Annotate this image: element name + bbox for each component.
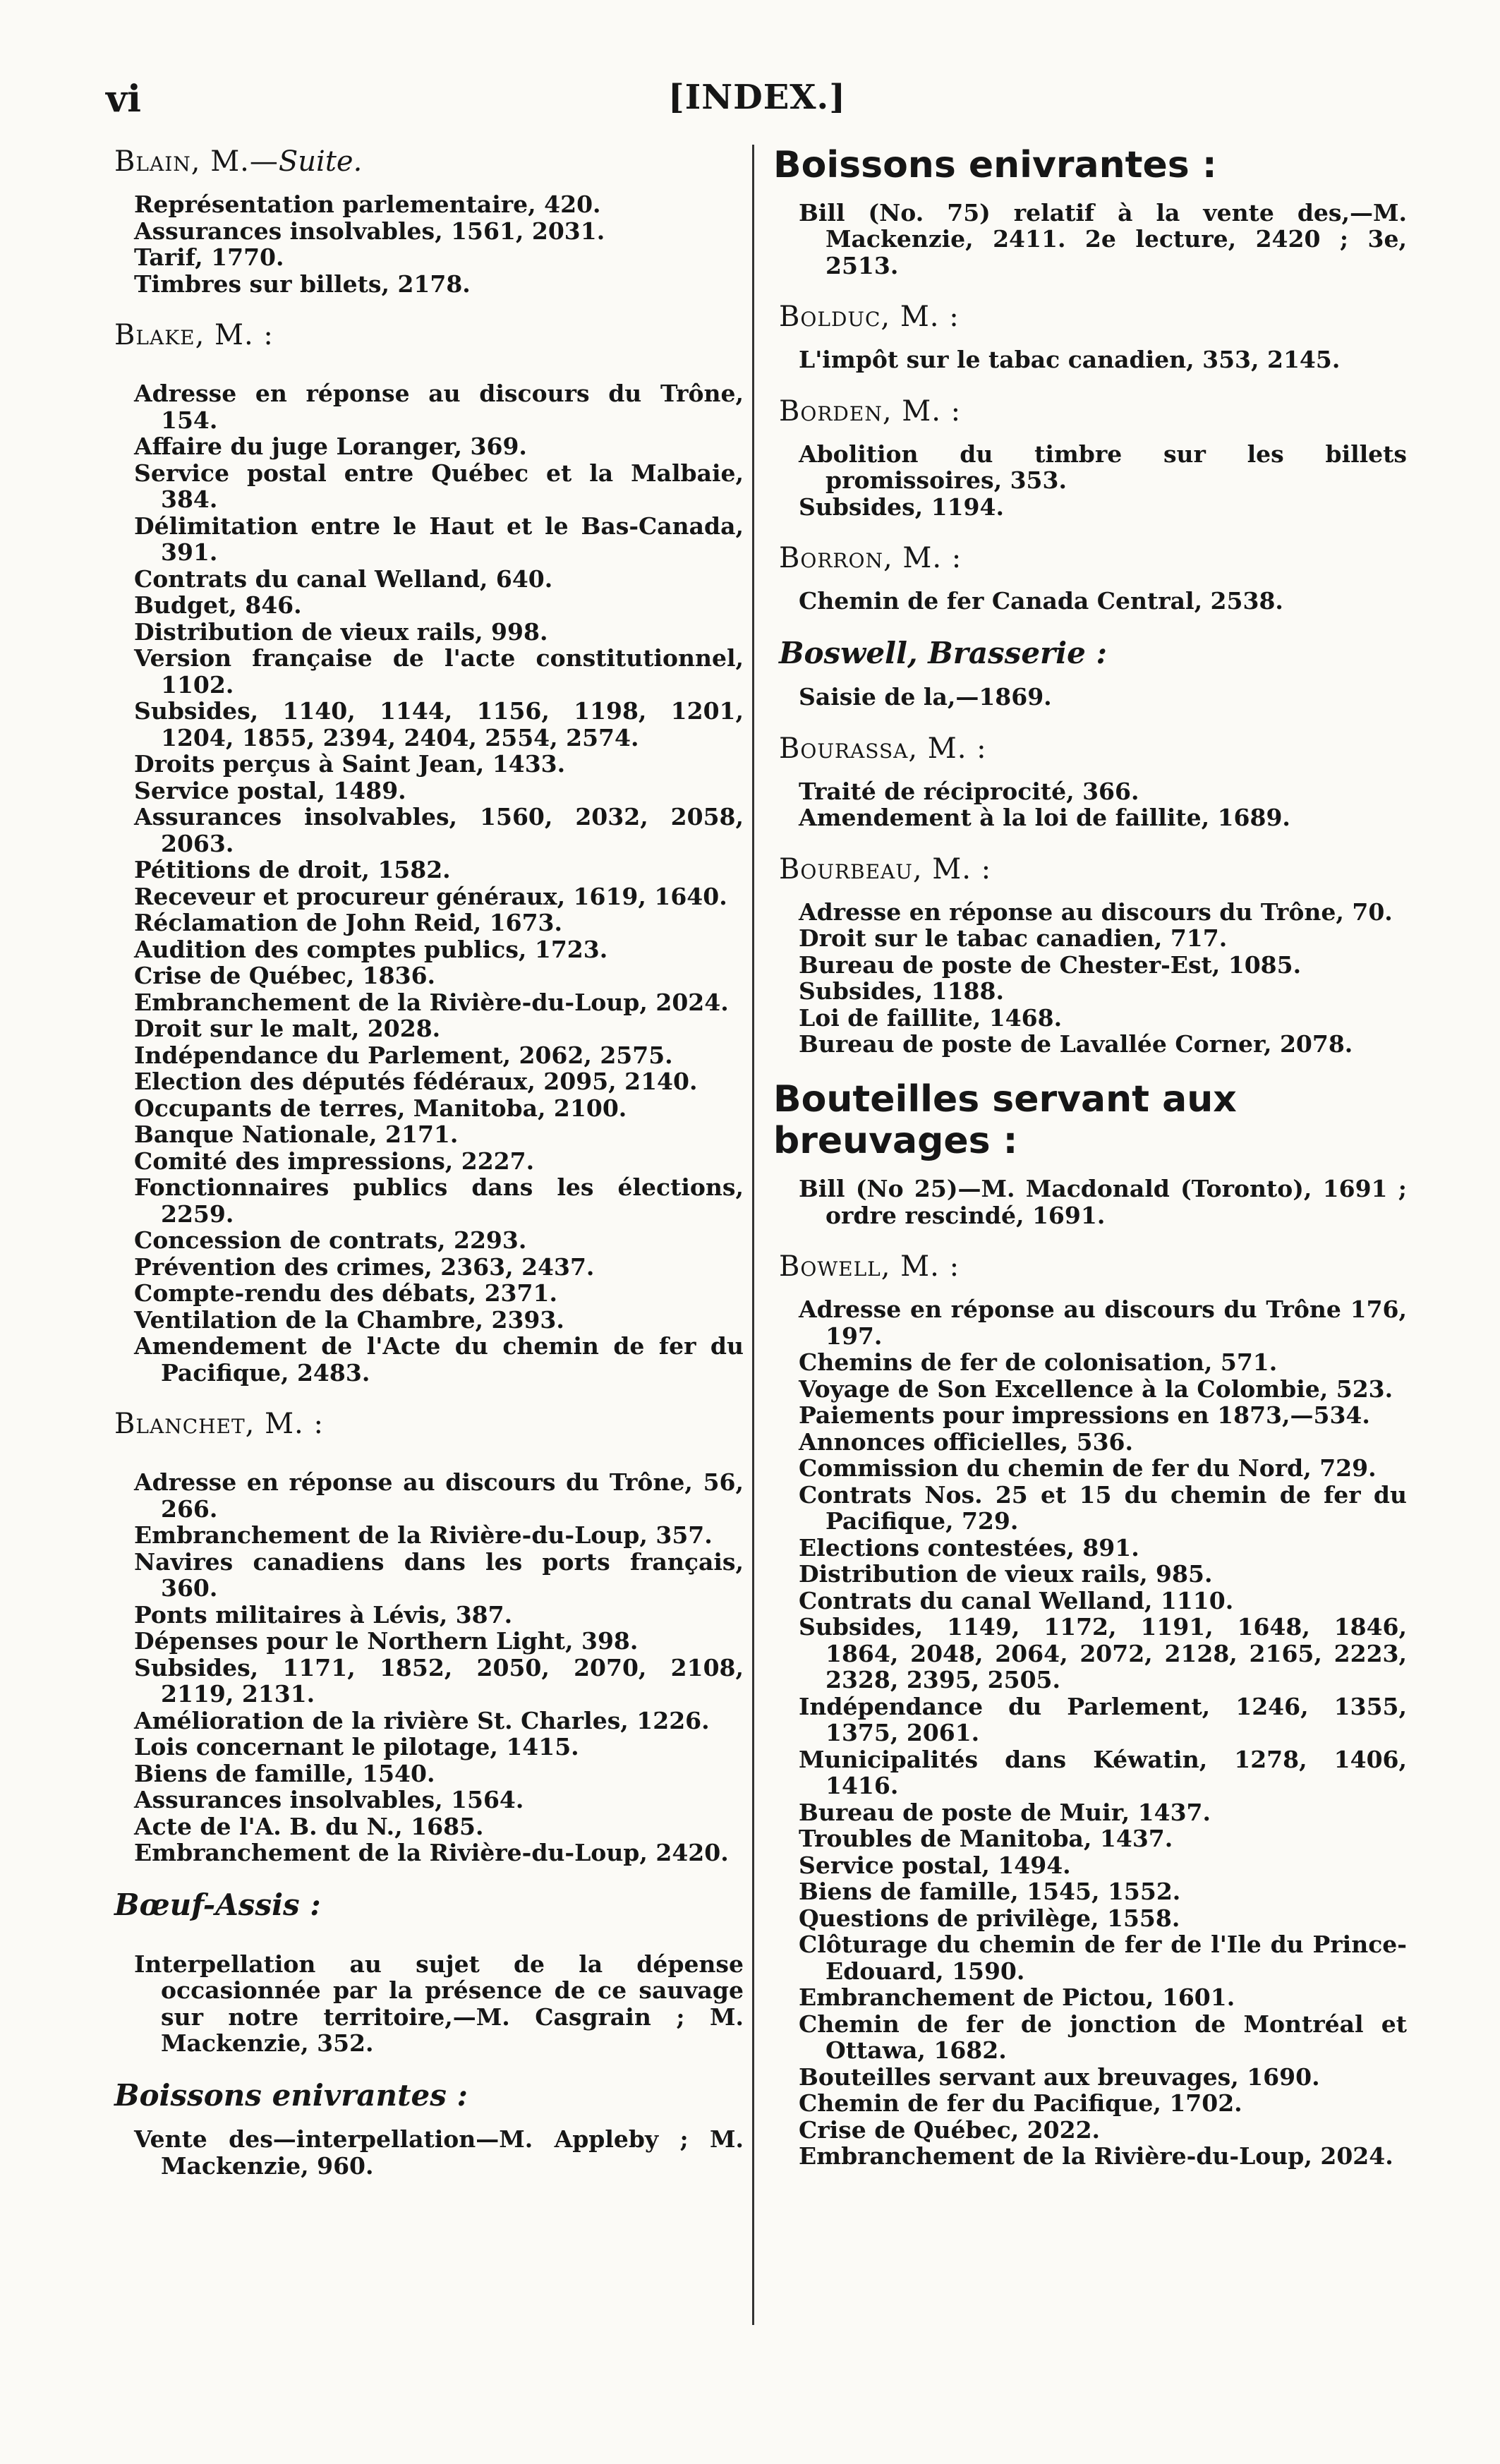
index-entry: Service postal entre Québec et la Malbaie, 384. — [134, 459, 744, 513]
page-number: vi — [106, 78, 141, 121]
index-entry: Interpellation au sujet de la dépense occasionnée par la présence de ce sauvage sur notre territoire,—M. Casgrain ; M. Mackenzie, 352. — [134, 1950, 744, 2058]
section-heading — [779, 852, 1407, 886]
heading-text: Boissons enivrantes : — [773, 145, 1217, 186]
heading-italic-text: Boissons enivrantes : — [114, 2077, 468, 2113]
index-entry: Occupants de terres, Manitoba, 2100. — [134, 1094, 627, 1122]
index-entry: Représentation parlementaire, 420. — [134, 191, 601, 218]
index-entry: Bouteilles servant aux breuvages, 1690. — [799, 2063, 1320, 2091]
index-entry: Service postal, 1489. — [134, 776, 406, 804]
index-entry: Election des députés fédéraux, 2095, 2140. — [134, 1068, 698, 1095]
section-heading — [779, 394, 1407, 428]
index-entry: Commission du chemin de fer du Nord, 729. — [799, 1454, 1377, 1482]
index-entry: Contrats du canal Welland, 1110. — [799, 1586, 1234, 1614]
index-entry: Navires canadiens dans les ports français, 360. — [134, 1547, 744, 1602]
index-entry: Chemin de fer de jonction de Montréal et Ottawa, 1682. — [799, 2010, 1407, 2065]
index-entry: Chemin de fer Canada Central, 2538. — [799, 587, 1283, 615]
index-entry: Délimitation entre le Haut et le Bas-Canada, 391. — [134, 512, 744, 566]
section-heading — [779, 300, 1407, 334]
index-entry: Contrats du canal Welland, 640. — [134, 564, 553, 593]
section-heading — [114, 1888, 744, 1923]
index-entry: Voyage de Son Excellence à la Colombie, 523. — [799, 1375, 1393, 1403]
index-entry: Questions de privilège, 1558. — [799, 1904, 1180, 1932]
index-entry: Distribution de vieux rails, 998. — [134, 617, 548, 646]
index-entry: Adresse en réponse au discours du Trône, 70. — [799, 898, 1393, 926]
index-entry: Saisie de la,—1869. — [799, 683, 1052, 711]
index-entry: Amendement à la loi de faillite, 1689. — [799, 804, 1290, 832]
index-section — [769, 852, 1407, 1058]
index-section — [104, 1888, 744, 2057]
index-entry: Crise de Québec, 2022. — [799, 2115, 1101, 2144]
index-entry: Crise de Québec, 1836. — [134, 962, 436, 989]
index-entry: Subsides, 1149, 1172, 1191, 1648, 1846, 1864, 2048, 2064, 2072, 2128, 2165, 2223, 2328, 2395, 2505. — [799, 1613, 1407, 1694]
index-section — [769, 394, 1407, 521]
section-heading — [114, 2078, 744, 2113]
index-entry: Distribution de vieux rails, 985. — [799, 1560, 1213, 1588]
index-entry: Audition des comptes publics, 1723. — [134, 935, 608, 963]
right-column — [769, 145, 1407, 2422]
section-heading — [114, 318, 744, 352]
section-heading — [114, 1407, 744, 1441]
heading-text: Bouteilles servant aux breuvages : — [773, 1077, 1237, 1163]
index-section — [769, 300, 1407, 373]
index-section — [769, 541, 1407, 615]
index-entry: Assurances insolvables, 1561, 2031. — [134, 217, 605, 245]
heading-text: Bourbeau, M. : — [779, 852, 992, 886]
index-entry: Embranchement de la Rivière-du-Loup, 2024. — [134, 988, 729, 1016]
index-entry: Assurances insolvables, 1560, 2032, 2058, 2063. — [134, 803, 744, 857]
index-entry: Comité des impressions, 2227. — [134, 1147, 535, 1175]
index-section — [104, 2078, 744, 2179]
heading-text: Blanchet, M. : — [114, 1408, 324, 1440]
section-heading — [114, 145, 744, 179]
index-entry: Municipalités dans Kéwatin, 1278, 1406, 1416. — [799, 1745, 1407, 1800]
index-entry: Embranchement de la Rivière-du-Loup, 357. — [134, 1521, 713, 1549]
index-entry: Budget, 846. — [134, 591, 302, 619]
index-entry: Amélioration de la rivière St. Charles, 1226. — [134, 1706, 710, 1734]
section-heading — [779, 1250, 1407, 1284]
index-entry: Chemin de fer du Pacifique, 1702. — [799, 2089, 1242, 2118]
index-entry: Paiements pour impressions en 1873,—534. — [799, 1401, 1370, 1430]
index-entry: Biens de famille, 1545, 1552. — [799, 1878, 1181, 1906]
index-entry: Droits perçus à Saint Jean, 1433. — [134, 750, 566, 778]
index-entry: Troubles de Manitoba, 1437. — [799, 1825, 1173, 1853]
index-entry: Subsides, 1188. — [799, 977, 1004, 1005]
section-heading — [779, 636, 1407, 671]
index-entry: Embranchement de la Rivière-du-Loup, 2420. — [134, 1839, 729, 1866]
index-entry: Loi de faillite, 1468. — [799, 1003, 1063, 1032]
index-entry: Indépendance du Parlement, 2062, 2575. — [134, 1041, 673, 1069]
index-entry: Subsides, 1194. — [799, 493, 1004, 521]
index-entry: Fonctionnaires publics dans les élections, 2259. — [134, 1173, 744, 1228]
heading-text: Borron, M. : — [779, 542, 962, 575]
index-entry: Version française de l'acte constitutionnel, 1102. — [134, 644, 744, 699]
index-section — [769, 732, 1407, 831]
section-heading — [779, 732, 1407, 766]
spacer — [104, 1454, 744, 1469]
heading-text: Bourassa, M. : — [779, 732, 987, 765]
index-entry: Assurances insolvables, 1564. — [134, 1786, 524, 1813]
index-entry: Traité de réciprocité, 366. — [799, 777, 1139, 805]
index-entry: Amendement de l'Acte du chemin de fer du Pacifique, 2483. — [134, 1332, 744, 1387]
index-entry: Lois concernant le pilotage, 1415. — [134, 1733, 579, 1761]
index-entry: Réclamation de John Reid, 1673. — [134, 909, 563, 936]
index-section — [769, 145, 1407, 279]
section-heading — [773, 1079, 1407, 1164]
index-entry: Ponts militaires à Lévis, 387. — [134, 1600, 513, 1629]
index-entry: Embranchement de la Rivière-du-Loup, 2024. — [799, 2142, 1393, 2170]
heading-italic-text: Suite. — [278, 145, 363, 178]
index-entry: Adresse en réponse au discours du Trône 176, 197. — [799, 1296, 1407, 1350]
spacer — [104, 365, 744, 380]
index-section — [769, 636, 1407, 711]
index-entry: Abolition du timbre sur les billets promissoires, 353. — [799, 440, 1407, 495]
index-entry: Adresse en réponse au discours du Trône, 56, 266. — [134, 1468, 744, 1523]
index-entry: Chemins de fer de colonisation, 571. — [799, 1348, 1278, 1377]
index-section — [769, 1079, 1407, 1229]
index-entry: Bill (No 25)—M. Macdonald (Toronto), 1691 ; ordre rescindé, 1691. — [799, 1175, 1407, 1229]
section-heading — [773, 145, 1407, 187]
index-entry: Bureau de poste de Chester-Est, 1085. — [799, 950, 1302, 979]
heading-text: Borden, M. : — [779, 394, 962, 428]
index-entry: Embranchement de Pictou, 1601. — [799, 1983, 1235, 2012]
heading-text: Bowell, M. : — [779, 1250, 960, 1284]
heading-text: Blake, M. : — [114, 319, 274, 351]
index-entry: Droit sur le malt, 2028. — [134, 1015, 441, 1042]
index-entry: Subsides, 1140, 1144, 1156, 1198, 1201, 1204, 1855, 2394, 2404, 2554, 2574. — [134, 697, 744, 751]
heading-text: Bolduc, M. : — [779, 301, 960, 334]
index-section — [104, 145, 744, 297]
index-entry: Indépendance du Parlement, 1246, 1355, 1375, 2061. — [799, 1692, 1407, 1747]
index-entry: Acte de l'A. B. du N., 1685. — [134, 1812, 484, 1840]
section-heading — [779, 541, 1407, 575]
index-entry: Biens de famille, 1540. — [134, 1759, 435, 1787]
heading-italic-text: Bœuf-Assis : — [114, 1887, 321, 1922]
index-entry: Tarif, 1770. — [134, 243, 284, 271]
index-entry: Pétitions de droit, 1582. — [134, 856, 451, 883]
index-entry: Bill (No. 75) relatif à la vente des,—M. Mackenzie, 2411. 2e lecture, 2420 ; 3e, 2513. — [799, 198, 1407, 279]
index-entry: Bureau de poste de Muir, 1437. — [799, 1798, 1211, 1826]
index-entry: Timbres sur billets, 2178. — [134, 270, 471, 298]
index-entry: L'impôt sur le tabac canadien, 353, 2145. — [799, 346, 1341, 374]
index-entry: Droit sur le tabac canadien, 717. — [799, 924, 1228, 953]
index-entry: Affaire du juge Loranger, 369. — [134, 433, 527, 460]
left-column — [104, 145, 744, 2422]
heading-text: Blain, M.— — [114, 145, 279, 178]
column-divider — [752, 145, 754, 2325]
index-entry: Concession de contrats, 2293. — [134, 1226, 527, 1254]
running-head: [INDEX.] — [668, 78, 846, 117]
index-entry: Annonces officielles, 536. — [799, 1427, 1134, 1456]
index-section — [104, 318, 744, 1386]
index-entry: Service postal, 1494. — [799, 1851, 1071, 1879]
index-entry: Prévention des crimes, 2363, 2437. — [134, 1252, 595, 1281]
spacer — [104, 1935, 744, 1951]
index-entry: Subsides, 1171, 1852, 2050, 2070, 2108, 2119, 2131. — [134, 1653, 744, 1708]
index-entry: Clôturage du chemin de fer de l'Ile du Prince-Edouard, 1590. — [799, 1931, 1407, 1985]
index-entry: Adresse en réponse au discours du Trône, 154. — [134, 380, 744, 434]
index-entry: Bureau de poste de Lavallée Corner, 2078. — [799, 1030, 1353, 1058]
page-header — [106, 78, 1408, 127]
index-entry: Contrats Nos. 25 et 15 du chemin de fer du Pacifique, 729. — [799, 1480, 1407, 1535]
index-entry: Banque Nationale, 2171. — [134, 1121, 459, 1148]
index-entry: Elections contestées, 891. — [799, 1533, 1139, 1562]
index-entry: Dépenses pour le Northern Light, 398. — [134, 1627, 639, 1655]
index-section — [769, 1250, 1407, 2170]
index-section — [104, 1407, 744, 1866]
index-entry: Compte-rendu des débats, 2371. — [134, 1279, 557, 1307]
heading-italic-text: Boswell, Brasserie : — [779, 635, 1107, 670]
index-entry: Vente des—interpellation—M. Appleby ; M. Mackenzie, 960. — [134, 2125, 744, 2180]
index-entry: Receveur et procureur généraux, 1619, 1640. — [134, 882, 727, 910]
index-entry: Ventilation de la Chambre, 2393. — [134, 1305, 564, 1334]
